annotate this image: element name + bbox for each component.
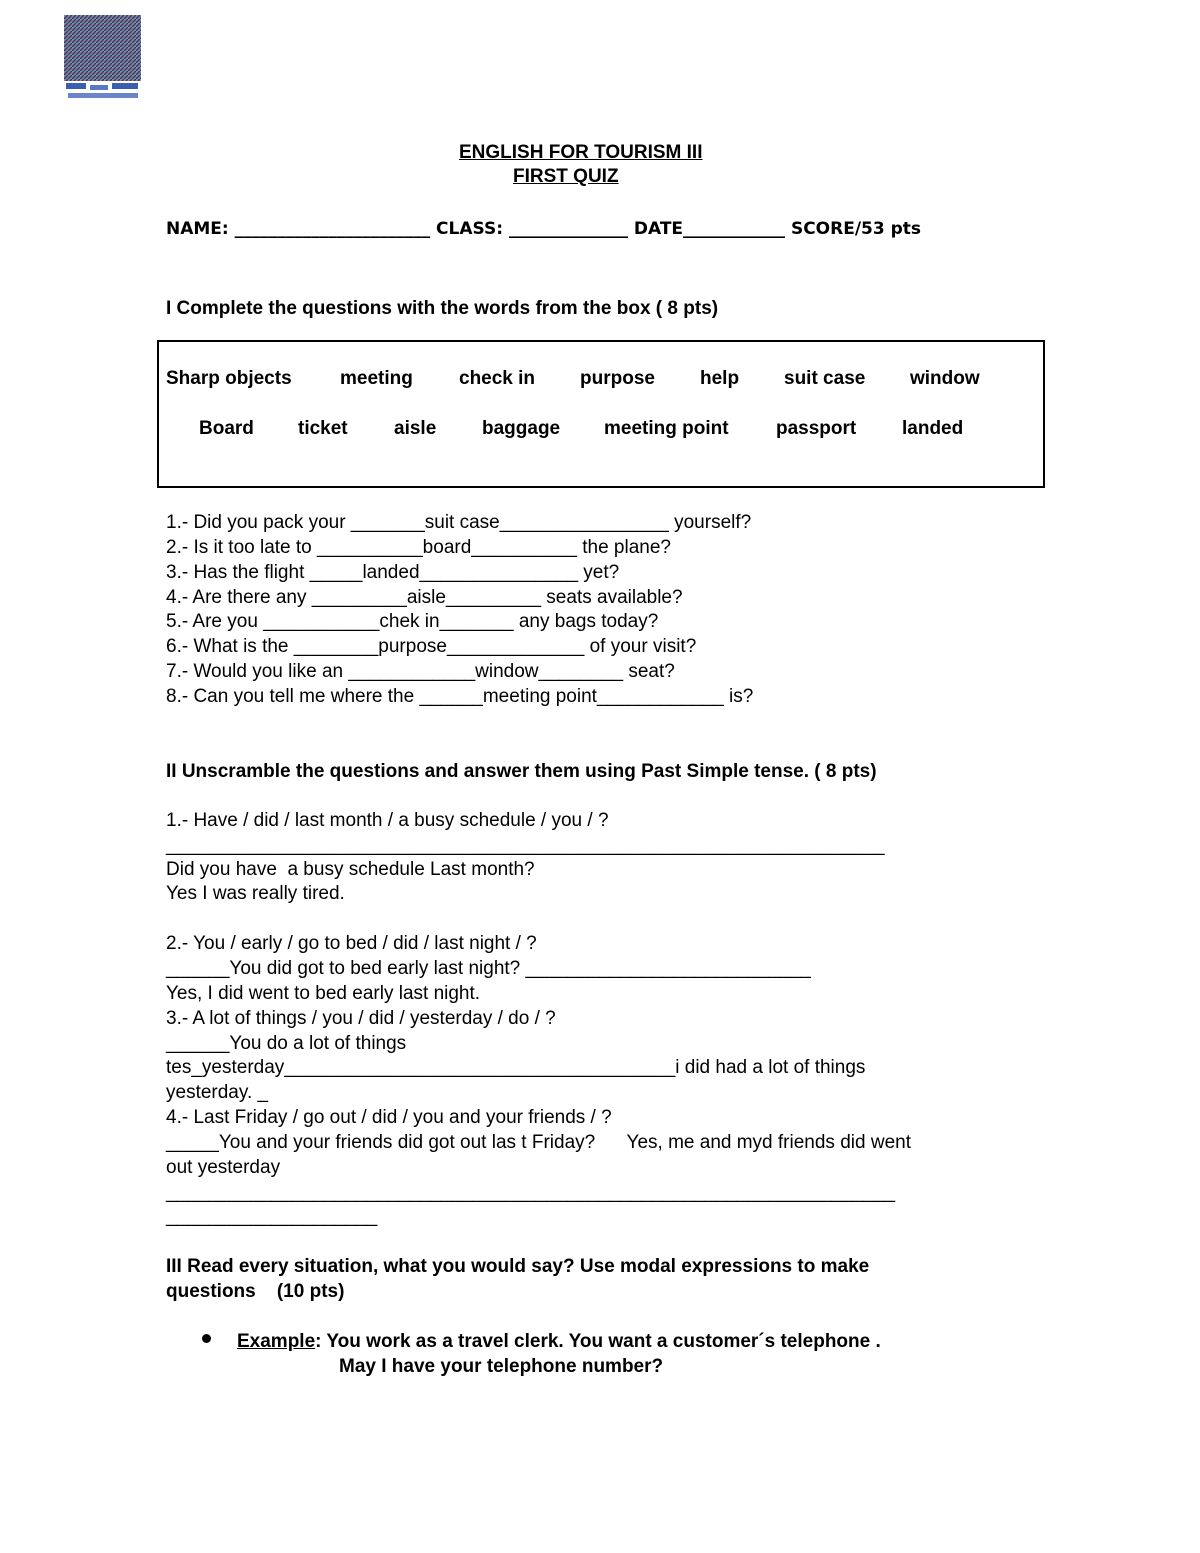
box-word: check in (459, 368, 536, 389)
quiz-title: ENGLISH FOR TOURISM III (459, 142, 703, 163)
example-label: Example (237, 1331, 316, 1352)
box-word: help (700, 368, 740, 389)
question-7: 7.- Would you like an ____________window________ seat? (166, 661, 675, 682)
question-1: 1.- Did you pack your _______suit case________________ yourself? (166, 512, 752, 533)
unscramble-line: _____________________________________________________________________ (166, 1182, 896, 1203)
box-word: baggage (482, 418, 561, 439)
unscramble-line: ______You do a lot of things (166, 1033, 407, 1054)
question-3: 3.- Has the flight _____landed_______________ yet? (166, 562, 620, 583)
unscramble-line: Yes, I did went to bed early last night. (166, 983, 481, 1004)
question-2: 2.- Is it too late to __________board__________ the plane? (166, 537, 671, 558)
institution-logo-icon (64, 15, 141, 102)
unscramble-line: 4.- Last Friday / go out / did / you and your friends / ? (166, 1107, 612, 1128)
question-6: 6.- What is the ________purpose_____________ of your visit? (166, 636, 697, 657)
unscramble-line: ____________________________________________________________________ (166, 835, 885, 856)
section-1-heading: I Complete the questions with the words from the box ( 8 pts) (166, 298, 719, 319)
example-answer: May I have your telephone number? (339, 1356, 664, 1377)
box-word: suit case (784, 368, 866, 389)
example-line (237, 1331, 881, 1353)
box-word: landed (902, 418, 964, 439)
unscramble-line: 1.- Have / did / last month / a busy schedule / you / ? (166, 810, 609, 831)
unscramble-line: yesterday. _ (166, 1082, 269, 1103)
word-box (157, 340, 1045, 488)
question-4: 4.- Are there any _________aisle_________ seats available? (166, 587, 683, 608)
quiz-subtitle: FIRST QUIZ (513, 166, 619, 187)
example-text: : You work as a travel clerk. You want a customer´s telephone . (315, 1331, 881, 1352)
box-word: aisle (394, 418, 437, 439)
unscramble-line: 2.- You / early / go to bed / did / last night / ? (166, 933, 537, 954)
question-5: 5.- Are you ___________chek in_______ any bags today? (166, 611, 659, 632)
section-2-heading: II Unscramble the questions and answer them using Past Simple tense. ( 8 pts) (166, 761, 877, 782)
box-word: passport (776, 418, 857, 439)
box-word: purpose (580, 368, 655, 389)
box-word: window (910, 368, 980, 389)
unscramble-line: Did you have a busy schedule Last month? (166, 859, 535, 880)
unscramble-line: ____________________ (166, 1206, 378, 1227)
box-word: Sharp objects (166, 368, 292, 389)
box-word: meeting (340, 368, 413, 389)
student-info-fields: NAME: _______________________ CLASS: ______________ DATE____________ SCORE/53 pts (166, 219, 922, 239)
unscramble-line: tes_yesterday_____________________________________i did had a lot of things (166, 1057, 866, 1078)
unscramble-line: out yesterday (166, 1157, 281, 1178)
bullet-icon (202, 1334, 211, 1343)
box-word: Board (199, 418, 254, 439)
section-3-heading-cont: questions (10 pts) (166, 1281, 345, 1302)
unscramble-line: 3.- A lot of things / you / did / yesterday / do / ? (166, 1008, 556, 1029)
unscramble-line: _____You and your friends did got out las t Friday? Yes, me and myd friends did went (166, 1132, 911, 1153)
unscramble-line: Yes I was really tired. (166, 883, 345, 904)
unscramble-line: ______You did got to bed early last night? ___________________________ (166, 958, 811, 979)
question-8: 8.- Can you tell me where the ______meeting point____________ is? (166, 686, 754, 707)
box-word: ticket (298, 418, 348, 439)
section-3-heading: III Read every situation, what you would say? Use modal expressions to make (166, 1256, 870, 1277)
box-word: meeting point (604, 418, 729, 439)
